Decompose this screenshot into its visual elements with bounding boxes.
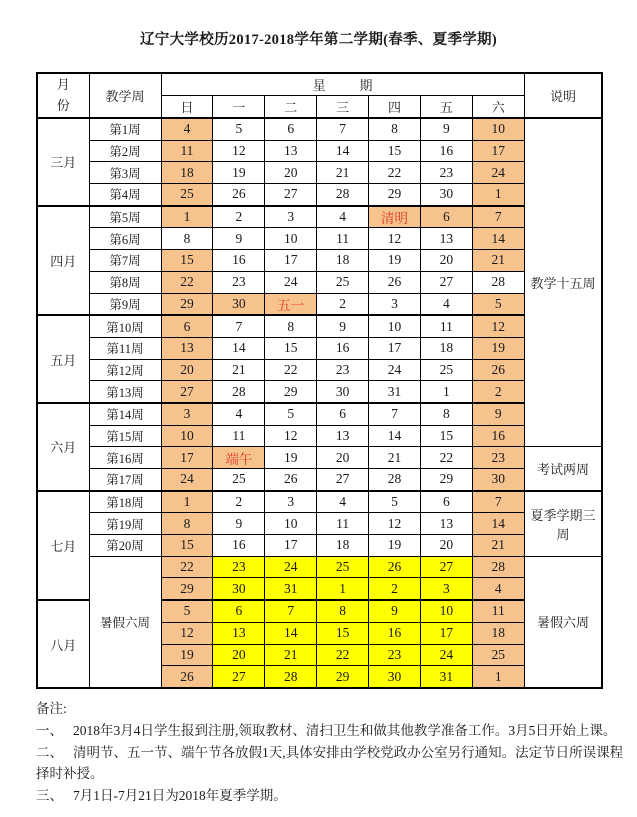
- calendar-row: [37, 359, 602, 381]
- notes-heading: 备注:: [36, 700, 67, 716]
- day-cell: 13: [265, 140, 317, 162]
- day-cell: 1: [317, 578, 369, 600]
- day-cell: 19: [472, 337, 524, 359]
- day-cell: 18: [317, 535, 369, 557]
- day-cell: 26: [472, 359, 524, 381]
- day-cell: 23: [213, 271, 265, 293]
- day-cell: 3: [265, 206, 317, 228]
- day-cell: 9: [213, 228, 265, 250]
- teaching-week-label: 暑假六周: [89, 556, 161, 688]
- day-cell: 4: [213, 403, 265, 425]
- note-text: 清明节、五一节、端午节各放假1天,具体安排由学校党政办公室另行通知。法定节日所误课程择时补授。: [36, 744, 624, 782]
- teaching-week-label: 第15周: [89, 425, 161, 447]
- day-cell: 10: [161, 425, 213, 447]
- teaching-week-label: 第16周: [89, 447, 161, 469]
- day-cell: 28: [472, 556, 524, 578]
- day-cell: 3: [369, 293, 421, 315]
- header-remark: 说明: [524, 73, 602, 118]
- day-cell: 15: [161, 250, 213, 272]
- day-cell: 18: [420, 337, 472, 359]
- day-cell: 21: [317, 162, 369, 184]
- day-cell: 6: [213, 600, 265, 622]
- day-cell: 7: [213, 315, 265, 337]
- day-cell: 26: [265, 469, 317, 491]
- calendar-row: [37, 469, 602, 491]
- calendar-row: [37, 140, 602, 162]
- day-cell: 11: [472, 600, 524, 622]
- note-item: [36, 742, 628, 786]
- day-cell: 21: [369, 447, 421, 469]
- day-cell: 5: [472, 293, 524, 315]
- day-cell: 11: [420, 315, 472, 337]
- day-cell: 3: [161, 403, 213, 425]
- day-cell: 10: [369, 315, 421, 337]
- header-row-top: [37, 73, 602, 96]
- day-cell: 25: [317, 271, 369, 293]
- calendar-header: [37, 73, 602, 118]
- day-cell: 21: [472, 535, 524, 557]
- day-cell: 24: [161, 469, 213, 491]
- day-cell: 29: [161, 293, 213, 315]
- calendar-row: [37, 337, 602, 359]
- calendar-row: [37, 513, 602, 535]
- day-cell: 27: [265, 184, 317, 206]
- day-cell: 17: [265, 535, 317, 557]
- teaching-week-label: 第3周: [89, 162, 161, 184]
- day-cell: 23: [317, 359, 369, 381]
- day-cell: 9: [369, 600, 421, 622]
- day-cell: 28: [265, 666, 317, 688]
- day-cell: 26: [161, 666, 213, 688]
- day-cell: 30: [213, 578, 265, 600]
- day-cell: 28: [369, 469, 421, 491]
- remark-label: 暑假六周: [524, 556, 602, 688]
- note-number: 三、: [36, 788, 63, 804]
- month-label: 八月: [37, 600, 89, 688]
- day-cell: 4: [472, 578, 524, 600]
- header-week-group-label: 星期: [312, 78, 407, 93]
- day-cell: 19: [265, 447, 317, 469]
- page-title: 辽宁大学校历2017-2018学年第二学期(春季、夏季学期): [140, 32, 497, 48]
- calendar-row: [37, 491, 602, 513]
- teaching-week-label: 第12周: [89, 359, 161, 381]
- day-cell: 14: [265, 622, 317, 644]
- day-cell: 19: [369, 535, 421, 557]
- day-cell: 29: [317, 666, 369, 688]
- day-cell: 24: [265, 556, 317, 578]
- calendar-row: [37, 381, 602, 403]
- day-cell: 2: [472, 381, 524, 403]
- day-cell: 21: [213, 359, 265, 381]
- day-cell: 7: [369, 403, 421, 425]
- calendar-body: [37, 118, 602, 688]
- day-cell: 12: [369, 228, 421, 250]
- day-cell: 14: [472, 513, 524, 535]
- day-cell: 30: [472, 469, 524, 491]
- day-cell: 13: [161, 337, 213, 359]
- header-month-label: 月份: [56, 77, 70, 113]
- calendar-row: [37, 403, 602, 425]
- header-day-thu: 四: [369, 96, 421, 119]
- day-cell: 26: [369, 556, 421, 578]
- day-cell: 30: [369, 666, 421, 688]
- day-cell: 8: [265, 315, 317, 337]
- month-label: 七月: [37, 491, 89, 600]
- day-cell: 26: [369, 271, 421, 293]
- header-week-group: [161, 73, 524, 96]
- remark-label: 考试两周: [524, 447, 602, 491]
- day-cell: 12: [213, 140, 265, 162]
- day-cell: 16: [213, 250, 265, 272]
- calendar-row: [37, 250, 602, 272]
- calendar-row: [37, 162, 602, 184]
- day-cell: 10: [472, 118, 524, 140]
- day-cell: 17: [265, 250, 317, 272]
- day-cell: 9: [317, 315, 369, 337]
- day-cell: 6: [420, 491, 472, 513]
- day-cell: 7: [317, 118, 369, 140]
- notes-list: [36, 720, 628, 807]
- day-cell: 10: [265, 228, 317, 250]
- header-day-sat: 六: [472, 96, 524, 119]
- day-cell: 6: [317, 403, 369, 425]
- day-cell: 1: [472, 666, 524, 688]
- day-cell: 30: [420, 184, 472, 206]
- holiday-day-cell: 端午: [213, 447, 265, 469]
- teaching-week-label: 第13周: [89, 381, 161, 403]
- day-cell: 27: [317, 469, 369, 491]
- day-cell: 25: [161, 184, 213, 206]
- teaching-week-label: 第6周: [89, 228, 161, 250]
- holiday-day-cell: 清明: [369, 206, 421, 228]
- teaching-week-label: 第1周: [89, 118, 161, 140]
- month-label: 三月: [37, 118, 89, 206]
- day-cell: 5: [369, 491, 421, 513]
- day-cell: 8: [161, 228, 213, 250]
- teaching-week-label: 第8周: [89, 271, 161, 293]
- day-cell: 15: [317, 622, 369, 644]
- teaching-week-label: 第19周: [89, 513, 161, 535]
- day-cell: 9: [472, 403, 524, 425]
- day-cell: 21: [472, 250, 524, 272]
- calendar-row: [37, 118, 602, 140]
- calendar-row: [37, 315, 602, 337]
- day-cell: 22: [265, 359, 317, 381]
- calendar-row: [37, 206, 602, 228]
- day-cell: 17: [369, 337, 421, 359]
- day-cell: 20: [420, 535, 472, 557]
- day-cell: 6: [420, 206, 472, 228]
- teaching-week-label: 第4周: [89, 184, 161, 206]
- day-cell: 11: [161, 140, 213, 162]
- teaching-week-label: 第14周: [89, 403, 161, 425]
- day-cell: 9: [213, 513, 265, 535]
- day-cell: 25: [317, 556, 369, 578]
- note-item: [36, 720, 628, 742]
- calendar-row: [37, 447, 602, 469]
- calendar-row: [37, 425, 602, 447]
- header-day-mon: 一: [213, 96, 265, 119]
- day-cell: 13: [213, 622, 265, 644]
- day-cell: 4: [420, 293, 472, 315]
- note-item: [36, 785, 628, 807]
- day-cell: 17: [161, 447, 213, 469]
- note-text: 7月1日-7月21日为2018年夏季学期。: [73, 788, 287, 804]
- teaching-week-label: 第7周: [89, 250, 161, 272]
- day-cell: 18: [472, 622, 524, 644]
- day-cell: 6: [161, 315, 213, 337]
- calendar-row: [37, 535, 602, 557]
- day-cell: 28: [317, 184, 369, 206]
- day-cell: 28: [213, 381, 265, 403]
- day-cell: 23: [369, 644, 421, 666]
- day-cell: 11: [317, 228, 369, 250]
- notes-section: [36, 698, 628, 807]
- day-cell: 29: [265, 381, 317, 403]
- day-cell: 4: [161, 118, 213, 140]
- day-cell: 31: [420, 666, 472, 688]
- day-cell: 8: [317, 600, 369, 622]
- day-cell: 10: [420, 600, 472, 622]
- day-cell: 30: [317, 381, 369, 403]
- day-cell: 24: [472, 162, 524, 184]
- day-cell: 20: [420, 250, 472, 272]
- day-cell: 27: [420, 556, 472, 578]
- day-cell: 1: [161, 206, 213, 228]
- header-month: [37, 73, 89, 118]
- day-cell: 15: [265, 337, 317, 359]
- calendar-table: [36, 72, 603, 689]
- day-cell: 19: [369, 250, 421, 272]
- day-cell: 29: [420, 469, 472, 491]
- day-cell: 18: [161, 162, 213, 184]
- day-cell: 14: [213, 337, 265, 359]
- day-cell: 24: [265, 271, 317, 293]
- month-label: 五月: [37, 315, 89, 403]
- teaching-week-label: 第11周: [89, 337, 161, 359]
- day-cell: 27: [213, 666, 265, 688]
- day-cell: 16: [317, 337, 369, 359]
- note-text: 2018年3月4日学生报到注册,领取教材、清扫卫生和做其他教学准备工作。3月5日开始上课。: [73, 722, 617, 738]
- day-cell: 22: [420, 447, 472, 469]
- day-cell: 23: [213, 556, 265, 578]
- day-cell: 15: [161, 535, 213, 557]
- day-cell: 19: [161, 644, 213, 666]
- day-cell: 5: [265, 403, 317, 425]
- day-cell: 29: [161, 578, 213, 600]
- day-cell: 12: [265, 425, 317, 447]
- day-cell: 1: [420, 381, 472, 403]
- day-cell: 14: [472, 228, 524, 250]
- header-teaching-week: 教学周: [89, 73, 161, 118]
- day-cell: 2: [369, 578, 421, 600]
- day-cell: 20: [317, 447, 369, 469]
- day-cell: 7: [472, 206, 524, 228]
- day-cell: 8: [161, 513, 213, 535]
- day-cell: 22: [317, 644, 369, 666]
- holiday-day-cell: 五一: [265, 293, 317, 315]
- remark-label: 夏季学期三周: [524, 491, 602, 557]
- day-cell: 13: [420, 513, 472, 535]
- day-cell: 5: [161, 600, 213, 622]
- remark-label: 教学十五周: [524, 118, 602, 447]
- day-cell: 19: [213, 162, 265, 184]
- teaching-week-label: 第10周: [89, 315, 161, 337]
- day-cell: 2: [317, 293, 369, 315]
- calendar-row: [37, 556, 602, 578]
- day-cell: 25: [472, 644, 524, 666]
- day-cell: 22: [369, 162, 421, 184]
- day-cell: 24: [420, 644, 472, 666]
- day-cell: 27: [161, 381, 213, 403]
- day-cell: 31: [369, 381, 421, 403]
- day-cell: 2: [213, 206, 265, 228]
- calendar-row: [37, 184, 602, 206]
- day-cell: 25: [213, 469, 265, 491]
- day-cell: 17: [472, 140, 524, 162]
- day-cell: 1: [161, 491, 213, 513]
- teaching-week-label: 第2周: [89, 140, 161, 162]
- day-cell: 11: [213, 425, 265, 447]
- header-day-fri: 五: [420, 96, 472, 119]
- calendar-row: [37, 271, 602, 293]
- day-cell: 11: [317, 513, 369, 535]
- day-cell: 16: [213, 535, 265, 557]
- day-cell: 22: [161, 556, 213, 578]
- header-day-sun: 日: [161, 96, 213, 119]
- day-cell: 25: [420, 359, 472, 381]
- day-cell: 21: [265, 644, 317, 666]
- day-cell: 17: [420, 622, 472, 644]
- day-cell: 29: [369, 184, 421, 206]
- day-cell: 12: [369, 513, 421, 535]
- day-cell: 4: [317, 206, 369, 228]
- teaching-week-label: 第18周: [89, 491, 161, 513]
- header-day-tue: 二: [265, 96, 317, 119]
- header-day-wed: 三: [317, 96, 369, 119]
- day-cell: 28: [472, 271, 524, 293]
- day-cell: 7: [472, 491, 524, 513]
- day-cell: 13: [317, 425, 369, 447]
- day-cell: 14: [317, 140, 369, 162]
- day-cell: 27: [420, 271, 472, 293]
- day-cell: 31: [265, 578, 317, 600]
- day-cell: 8: [369, 118, 421, 140]
- day-cell: 23: [420, 162, 472, 184]
- day-cell: 8: [420, 403, 472, 425]
- teaching-week-label: 第5周: [89, 206, 161, 228]
- day-cell: 12: [472, 315, 524, 337]
- calendar-row: [37, 228, 602, 250]
- teaching-week-label: 第20周: [89, 535, 161, 557]
- day-cell: 6: [265, 118, 317, 140]
- month-label: 六月: [37, 403, 89, 491]
- day-cell: 9: [420, 118, 472, 140]
- day-cell: 26: [213, 184, 265, 206]
- note-number: 二、: [36, 744, 63, 760]
- day-cell: 2: [213, 491, 265, 513]
- day-cell: 18: [317, 250, 369, 272]
- day-cell: 24: [369, 359, 421, 381]
- note-number: 一、: [36, 722, 63, 738]
- day-cell: 13: [420, 228, 472, 250]
- month-label: 四月: [37, 206, 89, 315]
- day-cell: 16: [420, 140, 472, 162]
- day-cell: 15: [369, 140, 421, 162]
- day-cell: 20: [213, 644, 265, 666]
- day-cell: 16: [369, 622, 421, 644]
- calendar-row: [37, 293, 602, 315]
- day-cell: 23: [472, 447, 524, 469]
- day-cell: 20: [265, 162, 317, 184]
- day-cell: 4: [317, 491, 369, 513]
- day-cell: 30: [213, 293, 265, 315]
- day-cell: 3: [420, 578, 472, 600]
- day-cell: 5: [213, 118, 265, 140]
- day-cell: 20: [161, 359, 213, 381]
- day-cell: 12: [161, 622, 213, 644]
- day-cell: 7: [265, 600, 317, 622]
- day-cell: 16: [472, 425, 524, 447]
- day-cell: 1: [472, 184, 524, 206]
- teaching-week-label: 第9周: [89, 293, 161, 315]
- day-cell: 3: [265, 491, 317, 513]
- teaching-week-label: 第17周: [89, 469, 161, 491]
- day-cell: 15: [420, 425, 472, 447]
- day-cell: 14: [369, 425, 421, 447]
- day-cell: 10: [265, 513, 317, 535]
- day-cell: 22: [161, 271, 213, 293]
